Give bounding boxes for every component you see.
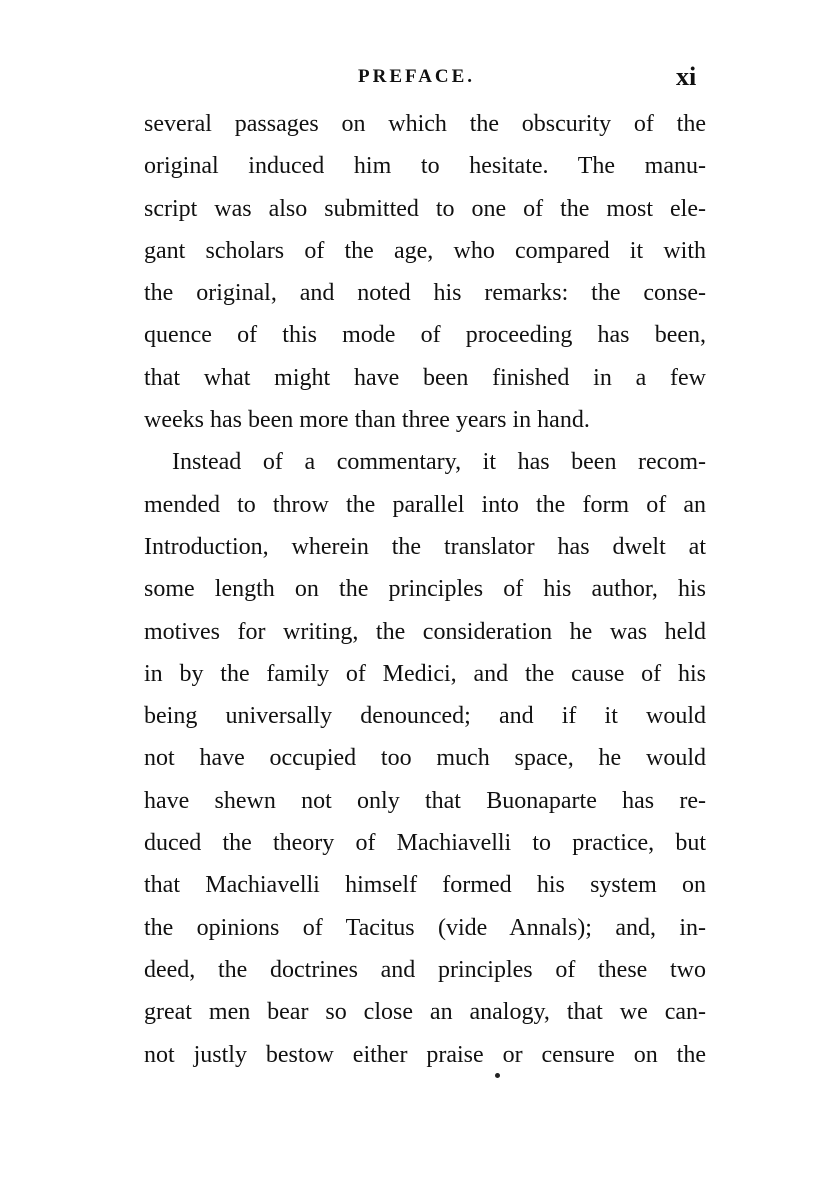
text-line: duced the theory of Machiavelli to practice, but — [144, 830, 706, 857]
text-line: not justly bestow either praise or censure on the — [144, 1041, 706, 1068]
text-line: script was also submitted to one of the most ele- — [144, 195, 706, 222]
running-head — [0, 60, 840, 100]
text-line: in by the family of Medici, and the cause of his — [144, 660, 706, 687]
text-line: motives for writing, the consideration he was held — [144, 618, 706, 645]
text-line: Introduction, wherein the translator has dwelt at — [144, 533, 706, 560]
paragraph-end-line: weeks has been more than three years in hand. — [144, 407, 590, 434]
text-line: the original, and noted his remarks: the conse- — [144, 280, 706, 307]
body-text — [144, 103, 706, 1076]
text-line: mended to throw the parallel into the form of an — [144, 491, 706, 518]
text-line: gant scholars of the age, who compared it with — [144, 237, 706, 264]
text-line: great men bear so close an analogy, that we can- — [144, 999, 706, 1026]
text-line: that what might have been finished in a few — [144, 364, 706, 391]
paragraph-start-line: Instead of a commentary, it has been recom- — [172, 449, 706, 476]
text-line: that Machiavelli himself formed his system on — [144, 872, 706, 899]
text-line: original induced him to hesitate. The manu- — [144, 153, 706, 180]
text-line: several passages on which the obscurity of the — [144, 111, 706, 137]
page-number: xi — [676, 62, 697, 91]
text-line: quence of this mode of proceeding has been, — [144, 322, 706, 349]
text-line: being universally denounced; and if it would — [144, 703, 706, 730]
text-line: have shewn not only that Buonaparte has re- — [144, 787, 706, 814]
text-line: not have occupied too much space, he would — [144, 745, 706, 772]
text-line: some length on the principles of his author, his — [144, 576, 706, 603]
text-line: the opinions of Tacitus (vide Annals); and, in- — [144, 914, 706, 941]
running-head-title: PREFACE. — [358, 66, 476, 87]
printer-mark — [495, 1073, 500, 1078]
text-line: deed, the doctrines and principles of these two — [144, 956, 706, 983]
